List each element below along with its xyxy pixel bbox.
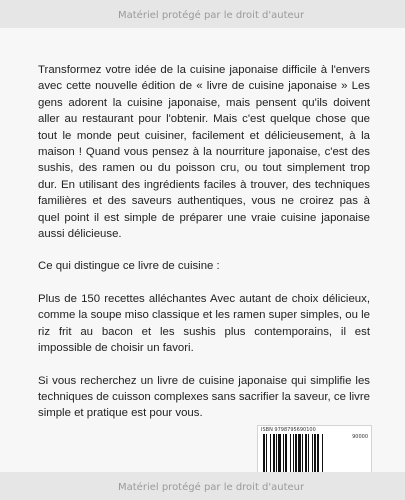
back-cover-page: [0, 28, 405, 472]
closing-paragraph: Si vous recherchez un livre de cuisine japonaise qui simplifie les techniques de cuisson complexes sans sacrifier la saveur, ce livre simple et pratique est pour vous.: [38, 374, 370, 420]
copyright-banner-top: [0, 0, 405, 28]
price-code: 90000: [352, 434, 368, 440]
features-heading: Ce qui distingue ce livre de cuisine :: [38, 260, 220, 273]
copyright-notice-bottom: Matériel protégé par le droit d'auteur: [118, 482, 305, 493]
description-text: [38, 62, 370, 422]
barcode-bars: [263, 434, 343, 472]
features-paragraph: Plus de 150 recettes alléchantes Avec autant de choix délicieux, comme la soupe miso classique et les ramen super simples, ou le riz frit au bacon et les sushis plus contemporains, il est impossible de choisir un favori.: [38, 292, 370, 355]
intro-paragraph: Transformez votre idée de la cuisine japonaise difficile à l'envers avec cette nouvelle édition de « livre de cuisine japonaise » Les gens adorent la cuisine japonaise, mais pensent qu'ils doivent aller au restaurant pour l'obtenir. Mais c'est quelque chose que tout le monde peut cuisiner, facilement et délicieusement, à la maison ! Quand vous pensez à la nourriture japonaise, c'est des sushis, des ramen ou du poisson cru, ou tout simplement trop dur. En utilisant des ingrédients faciles à trouver, des techniques familières et des saveurs authentiques, vous ne croirez pas à quel point il est simple de préparer une vraie cuisine japonaise aussi délicieuse.: [38, 64, 370, 241]
copyright-notice-top: Matériel protégé par le droit d'auteur: [118, 10, 305, 21]
copyright-banner-bottom: [0, 472, 405, 500]
isbn-label: ISBN 9798795690100: [261, 427, 316, 433]
